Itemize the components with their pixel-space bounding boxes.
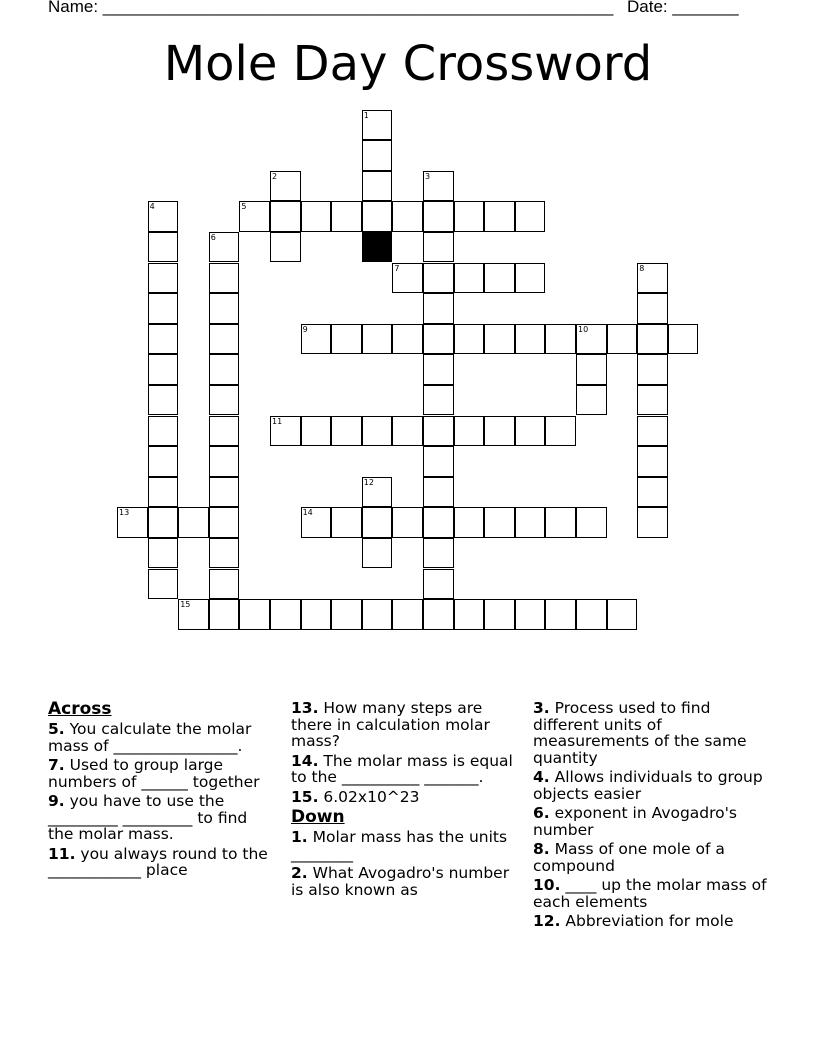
grid-cell[interactable] (301, 324, 332, 355)
clue-item (533, 769, 773, 802)
grid-cell[interactable] (209, 385, 240, 416)
clue-number: 15 (180, 600, 191, 610)
grid-cell[interactable] (331, 599, 362, 630)
grid-cell[interactable] (668, 324, 699, 355)
grid-cell[interactable] (148, 507, 179, 538)
clue-text: Allows individuals to group objects easier (533, 768, 763, 803)
grid-cell[interactable] (148, 446, 179, 477)
grid-cell[interactable] (209, 507, 240, 538)
grid-cell[interactable] (362, 324, 393, 355)
grid-cell[interactable] (454, 507, 485, 538)
grid-cell[interactable] (484, 201, 515, 232)
grid-cell[interactable] (209, 416, 240, 447)
clue-text: Mass of one mole of a compound (533, 840, 725, 875)
grid-cell[interactable] (362, 201, 393, 232)
grid-cell[interactable] (545, 416, 576, 447)
clue-number-label: 8. (533, 840, 550, 858)
grid-cell[interactable] (148, 385, 179, 416)
grid-cell[interactable] (209, 446, 240, 477)
grid-cell[interactable] (270, 232, 301, 263)
grid-cell[interactable] (362, 507, 393, 538)
grid-cell[interactable] (423, 446, 454, 477)
grid-cell[interactable] (515, 324, 546, 355)
grid-cell[interactable] (392, 324, 423, 355)
clue-number: 4 (149, 202, 155, 212)
grid-cell[interactable] (515, 201, 546, 232)
grid-cell[interactable] (454, 599, 485, 630)
clue-number-label: 5. (48, 720, 65, 738)
clue-item (291, 789, 519, 806)
grid-cell[interactable] (301, 599, 332, 630)
clue-item (48, 846, 273, 879)
clue-number: 9 (302, 324, 308, 334)
clues-column-3 (533, 700, 773, 933)
grid-cell[interactable] (484, 416, 515, 447)
grid-cell[interactable] (209, 263, 240, 294)
across-heading: Across (48, 699, 112, 719)
grid-cell[interactable] (423, 232, 454, 263)
grid-cell[interactable] (454, 263, 485, 294)
grid-cell[interactable] (148, 477, 179, 508)
clue-number: 13 (119, 508, 130, 518)
grid-cell[interactable] (607, 324, 638, 355)
grid-cell[interactable] (423, 538, 454, 569)
grid-cell[interactable] (178, 599, 209, 630)
clues-column-2 (291, 700, 519, 901)
grid-cell[interactable] (178, 507, 209, 538)
grid-cell[interactable] (423, 201, 454, 232)
grid-cell[interactable] (270, 171, 301, 202)
grid-cell[interactable] (209, 599, 240, 630)
clue-number-label: 1. (291, 828, 308, 846)
grid-cell[interactable] (362, 599, 393, 630)
grid-cell[interactable] (576, 507, 607, 538)
grid-cell[interactable] (392, 599, 423, 630)
clue-number-label: 12. (533, 912, 561, 930)
grid-cell[interactable] (423, 293, 454, 324)
clue-number: 14 (302, 508, 313, 518)
grid-cell[interactable] (331, 201, 362, 232)
grid-cell[interactable] (484, 599, 515, 630)
clue-item (533, 913, 773, 930)
clue-number-label: 2. (291, 864, 308, 882)
clue-text: You calculate the molar mass of ________________. (48, 720, 252, 755)
grid-cell[interactable] (423, 385, 454, 416)
grid-cell[interactable] (637, 446, 668, 477)
grid-cell[interactable] (239, 599, 270, 630)
clues-column-1 (48, 700, 273, 882)
grid-cell[interactable] (209, 569, 240, 600)
grid-cell[interactable] (362, 110, 393, 141)
grid-cell[interactable] (637, 324, 668, 355)
grid-cell[interactable] (148, 263, 179, 294)
down-heading: Down (291, 807, 345, 827)
grid-cell[interactable] (209, 293, 240, 324)
grid-cell[interactable] (148, 416, 179, 447)
grid-cell[interactable] (392, 201, 423, 232)
grid-cell[interactable] (209, 538, 240, 569)
grid-cell[interactable] (423, 354, 454, 385)
clue-number: 1 (363, 110, 369, 120)
grid-cell[interactable] (423, 507, 454, 538)
grid-cell[interactable] (148, 538, 179, 569)
grid-cell[interactable] (454, 201, 485, 232)
grid-cell[interactable] (148, 354, 179, 385)
grid-cell[interactable] (148, 232, 179, 263)
grid-cell[interactable] (545, 507, 576, 538)
clue-text: The molar mass is equal to the __________ _______. (291, 751, 513, 786)
grid-cell[interactable] (270, 201, 301, 232)
clue-text: 6.02x10^23 (318, 787, 420, 806)
page-title: Mole Day Crossword (163, 36, 653, 92)
grid-cell[interactable] (515, 599, 546, 630)
grid-cell[interactable] (301, 416, 332, 447)
grid-cell[interactable] (331, 324, 362, 355)
grid-cell[interactable] (607, 599, 638, 630)
grid-cell[interactable] (301, 507, 332, 538)
grid-cell[interactable] (423, 324, 454, 355)
clue-item (533, 877, 773, 910)
grid-cell[interactable] (239, 201, 270, 232)
grid-cell[interactable] (117, 507, 148, 538)
grid-cell[interactable] (637, 354, 668, 385)
clue-text: you have to use the _________ _________ to find the molar mass. (48, 792, 248, 843)
grid-cell[interactable] (270, 599, 301, 630)
name-field-label: Name: ______________________________________________________ (48, 0, 614, 16)
clue-text: exponent in Avogadro's number (533, 804, 737, 839)
clue-number-label: 15. (291, 787, 319, 806)
clue-number-label: 3. (533, 699, 550, 717)
clue-number-label: 7. (48, 756, 65, 774)
grid-cell[interactable] (576, 324, 607, 355)
blocked-cell (362, 232, 393, 263)
grid-cell[interactable] (454, 324, 485, 355)
grid-cell[interactable] (392, 416, 423, 447)
clue-item (48, 757, 273, 790)
grid-cell[interactable] (362, 416, 393, 447)
grid-cell[interactable] (515, 416, 546, 447)
grid-cell[interactable] (637, 416, 668, 447)
clue-number: 10 (578, 324, 589, 334)
clue-number-label: 6. (533, 804, 550, 822)
grid-cell[interactable] (637, 385, 668, 416)
grid-cell[interactable] (148, 569, 179, 600)
date-field-label: Date: _______ (627, 0, 739, 16)
clue-text: Used to group large numbers of ______ together (48, 756, 260, 791)
grid-cell[interactable] (209, 232, 240, 263)
clue-number: 8 (639, 263, 645, 273)
clue-number: 11 (272, 416, 283, 426)
grid-cell[interactable] (148, 201, 179, 232)
grid-cell[interactable] (545, 324, 576, 355)
clue-text: Abbreviation for mole (560, 912, 734, 930)
grid-cell[interactable] (148, 324, 179, 355)
clue-number-label: 14. (291, 751, 319, 770)
grid-cell[interactable] (423, 416, 454, 447)
grid-cell[interactable] (270, 416, 301, 447)
grid-cell[interactable] (423, 477, 454, 508)
clue-number: 6 (210, 232, 216, 242)
grid-cell[interactable] (209, 324, 240, 355)
grid-cell[interactable] (576, 354, 607, 385)
clue-number-label: 4. (533, 768, 550, 786)
clue-item (533, 841, 773, 874)
grid-cell[interactable] (423, 569, 454, 600)
grid-cell[interactable] (637, 477, 668, 508)
clue-number-label: 11. (48, 844, 76, 863)
grid-cell[interactable] (484, 263, 515, 294)
clue-number: 3 (425, 171, 431, 181)
clue-item (291, 753, 519, 786)
clue-number-label: 13. (291, 699, 319, 717)
grid-cell[interactable] (362, 171, 393, 202)
clue-text: ____ up the molar mass of each elements (533, 876, 767, 911)
clue-item (291, 829, 519, 862)
clue-text: Process used to find different units of measurements of the same quantity (533, 699, 747, 767)
clue-number: 5 (241, 202, 247, 212)
grid-cell[interactable] (362, 538, 393, 569)
clue-text: What Avogadro's number is also known as (291, 864, 510, 899)
grid-cell[interactable] (362, 140, 393, 171)
grid-cell[interactable] (515, 263, 546, 294)
grid-cell[interactable] (576, 599, 607, 630)
grid-cell[interactable] (484, 507, 515, 538)
grid-cell[interactable] (209, 354, 240, 385)
clue-number-label: 9. (48, 792, 65, 810)
grid-cell[interactable] (637, 263, 668, 294)
clue-item (291, 700, 519, 750)
grid-cell[interactable] (331, 507, 362, 538)
grid-cell[interactable] (423, 263, 454, 294)
grid-cell[interactable] (301, 201, 332, 232)
grid-cell[interactable] (362, 477, 393, 508)
grid-cell[interactable] (423, 171, 454, 202)
clue-item (533, 805, 773, 838)
clue-item (291, 865, 519, 898)
grid-cell[interactable] (423, 599, 454, 630)
grid-cell[interactable] (576, 385, 607, 416)
grid-cell[interactable] (484, 324, 515, 355)
clue-number: 7 (394, 263, 400, 273)
clue-item (533, 700, 773, 766)
clue-text: you always round to the ____________ place (48, 844, 268, 879)
grid-cell[interactable] (148, 293, 179, 324)
clue-number-label: 10. (533, 876, 561, 894)
grid-cell[interactable] (454, 416, 485, 447)
clue-text: How many steps are there in calculation molar mass? (291, 699, 490, 750)
clue-number: 2 (272, 171, 278, 181)
grid-cell[interactable] (545, 599, 576, 630)
grid-cell[interactable] (392, 507, 423, 538)
grid-cell[interactable] (637, 293, 668, 324)
clue-number: 12 (363, 477, 374, 487)
grid-cell[interactable] (331, 416, 362, 447)
grid-cell[interactable] (637, 507, 668, 538)
clue-text: Molar mass has the units ________ (291, 828, 508, 863)
grid-cell[interactable] (209, 477, 240, 508)
clue-item (48, 793, 273, 843)
grid-cell[interactable] (392, 263, 423, 294)
grid-cell[interactable] (515, 507, 546, 538)
clue-item (48, 721, 273, 754)
